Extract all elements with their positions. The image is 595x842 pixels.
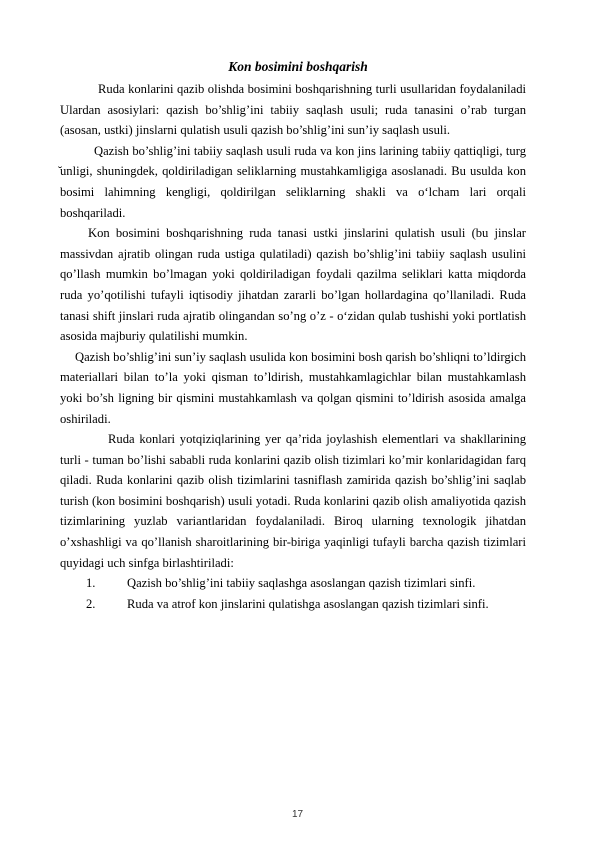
document-title: Kon bosimini boshqarish (228, 59, 368, 74)
paragraph-4: Qazish bo’shlig’ini sun’iy saqlash usulida kon bosimini bosh qarish bo’shliqni to’ldirgich materiallari bilan to’la yoki qisman to’ldirish, mustahkamlagichlar bilan mustahkamlash yoki bo’sh ligning bir qismini mustahkamlash va qolgan qismini to’ldirish asosida amalga oshiriladi. (60, 349, 526, 426)
paragraph-3: Kon bosimini boshqarishning ruda tanasi ustki jinslarini qulatish usuli (bu jinslar massivdan ajratib olingan ruda ustiga qulatiladi) qazish bo’shlig’ini tabiiy saqlash usulini qo’llash mumkin bo’lmagan yoki qoldiriladigan foydali qazilma seliklari katta miqdorda ruda yo’qotilishi tufayli iqtisodiy jihatdan zararli bo’lgan hollardagina qo’llaniladi. Ruda tanasi shift jinslari ruda ajratib olingandan so’ng o’z - o‘zidan qulab tushishi yoki portlatish asosida majburiy qulatilishi mumkin. (60, 226, 526, 344)
list-item-text: Qazish bo’shlig’ini tabiiy saqlashga asoslangan qazish tizimlari sinfi. (127, 576, 476, 591)
list-item (60, 573, 526, 594)
page-number: 17 (291, 809, 304, 820)
paragraph-5: Ruda konlari yotqiziqlarining yer qa’rida joylashish elementlari va shakllarining turli - tuman bo’lishi sababli ruda konlarini qazib olish tizimlari ko’mir konlaridagidan farq qiladi. Ruda konlarini qazib olish tizimlarini tasniflash zamirida qazish bo’shlig’ini saqlab turish (kon bosimini boshqarish) usuli yotadi. Ruda konlarini qazib olish amaliyotida qazish tizimlarining yuzlab variantlaridan foydalaniladi. Biroq ularning texnologik jihatdan o’xshashligi va qo’llanish sharoitlarining bir-biriga yaqinligi tufayli barcha qazish tizimlari quyidagi uch sinfga birlashtiriladi: (60, 432, 526, 570)
document-page (60, 58, 526, 614)
list-item (60, 594, 526, 615)
numbered-list (60, 573, 526, 614)
list-item-number: 2. (86, 596, 96, 611)
paragraph-1: Ruda konlarini qazib olishda bosimini boshqarishning turli usullaridan foydalaniladi Ulardan asosiylari: qazish bo’shlig’ini tabiiy saqlash usuli; ruda tanasini o’rab turgan (asosan, ustki) jinslarni qulatish usuli qazish bo’shlig’ini sun’iy saqlash usuli. (60, 82, 526, 138)
list-item-number: 1. (86, 576, 96, 591)
paragraph-2: Qazish bo’shlig’ini tabiiy saqlash usuli ruda va kon jins larining tabiiy qattiqligi, turg ̆unligi, shuningdek, qoldiriladigan seliklarning mustahkamligiga asoslanadi. Bu usulda kon bosimi lahimning kengligi, qoldirilgan seliklarning shakli va o‘lcham lari orqali boshqariladi. (60, 143, 526, 220)
list-item-text: Ruda va atrof kon jinslarini qulatishga asoslangan qazish tizimlari sinfi. (127, 596, 489, 611)
